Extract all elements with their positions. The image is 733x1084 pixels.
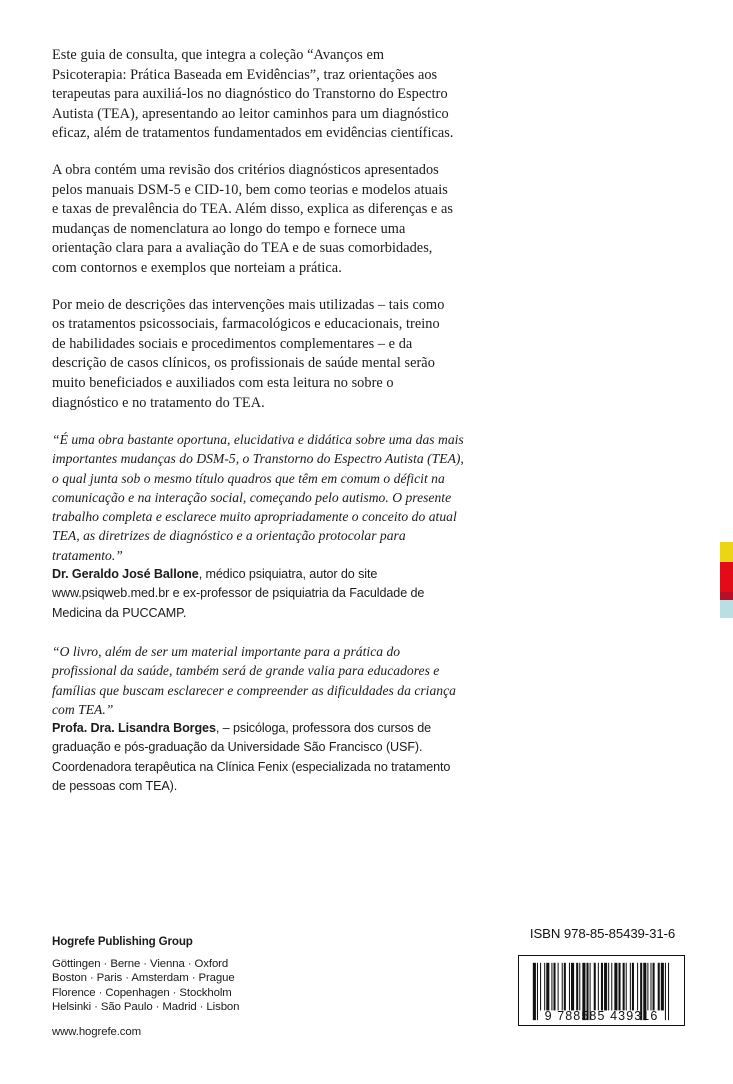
endorsement-author-detail: , – psicóloga, professora dos cursos de graduação e pós-graduação da Universidade São Francisco (USF). Coordenadora terapêutica na Clínica Fenix (especializada no tratamento de pessoas com TEA). <box>52 721 451 794</box>
endorsement-author-detail: , médico psiquiatra, autor do site www.psiqweb.med.br e ex-professor de psiquiatria da Faculdade de Medicina da PUCCAMP. <box>52 567 425 620</box>
publisher-block <box>52 935 312 1039</box>
series-color-stripe <box>720 542 733 618</box>
barcode-digits: 9 788585 439316 <box>544 1009 659 1023</box>
barcode <box>518 955 685 1026</box>
red-swatch <box>720 562 733 592</box>
isbn-label: ISBN 978-85-85439-31-6 <box>529 926 676 941</box>
publisher-name: Hogrefe Publishing Group <box>52 935 193 948</box>
endorsement-1 <box>52 430 464 623</box>
yellow-swatch <box>720 542 733 562</box>
publisher-website[interactable]: www.hogrefe.com <box>52 1026 142 1039</box>
endorsement-author-name: Profa. Dra. Lisandra Borges <box>52 721 216 736</box>
publisher-city-line: Florence · Copenhagen · Stockholm <box>52 986 232 999</box>
endorsement-attribution <box>52 565 464 623</box>
endorsement-2 <box>52 642 464 796</box>
endorsement-attribution <box>52 719 464 796</box>
dark-red-swatch <box>720 592 733 600</box>
publisher-city-line: Boston · Paris · Amsterdam · Prague <box>52 972 235 985</box>
publisher-city-line: Göttingen · Berne · Vienna · Oxford <box>52 958 229 970</box>
endorsement-author-name: Dr. Geraldo José Ballone <box>52 567 199 582</box>
light-blue-swatch <box>720 600 733 618</box>
publisher-city-line: Helsinki · São Paulo · Madrid · Lisbon <box>52 1000 240 1013</box>
endorsement-quote: “É uma obra bastante oportuna, elucidativa e didática sobre uma das mais importantes mudanças do DSM-5, o Transtorno do Espectro Autista (TEA), o qual junta sob o mesmo título quadros que têm em comum o déficit na comunicação e na interação social, começando pelo autismo. O presente trabalho completa e esclarece muito apropriadamente o conceito do atual TEA, as diretrizes de diagnóstico e a orientação protocolar para tratamento.” <box>52 432 464 563</box>
blurb-paragraph-3: Por meio de descrições das intervenções mais utilizadas – tais como os tratamentos psicossociais, farmacológicos e educacionais, treino de habilidades sociais e procedimentos complementares – e da descrição de casos clínicos, os profissionais de saúde mental serão muito beneficiados e auxiliados com esta leitura no sobre o diagnóstico e no tratamento do TEA. <box>52 296 445 411</box>
isbn-area <box>518 926 687 1026</box>
blurb-text-block <box>52 46 456 430</box>
barcode-bars <box>519 956 684 1025</box>
blurb-paragraph-2: A obra contém uma revisão dos critérios diagnósticos apresentados pelos manuais DSM-5 e CID-10, bem como teorias e modelos atuais e taxas de prevalência do TEA. Além disso, explica as diferenças e as mudanças de nomenclatura ao longo do tempo e fornece uma orientação clara para a avaliação do TEA e de suas comorbidades, com contornos e exemplos que norteiam a prática. <box>52 161 453 276</box>
blurb-paragraph-1: Este guia de consulta, que integra a coleção “Avanços em Psicoterapia: Prática Baseada em Evidências”, traz orientações aos terapeutas para auxiliá-los no diagnóstico do Transtorno do Espectro Autista (TEA), apresentando ao leitor caminhos para um diagnóstico eficaz, além de tratamentos fundamentados em evidências científicas. <box>52 47 454 142</box>
endorsements-block <box>52 430 464 796</box>
endorsement-quote: “O livro, além de ser um material importante para a prática do profissional da saúde, também será de grande valia para educadores e famílias que buscam esclarecer e compreender as dificuldades da criança com TEA.” <box>52 643 456 717</box>
